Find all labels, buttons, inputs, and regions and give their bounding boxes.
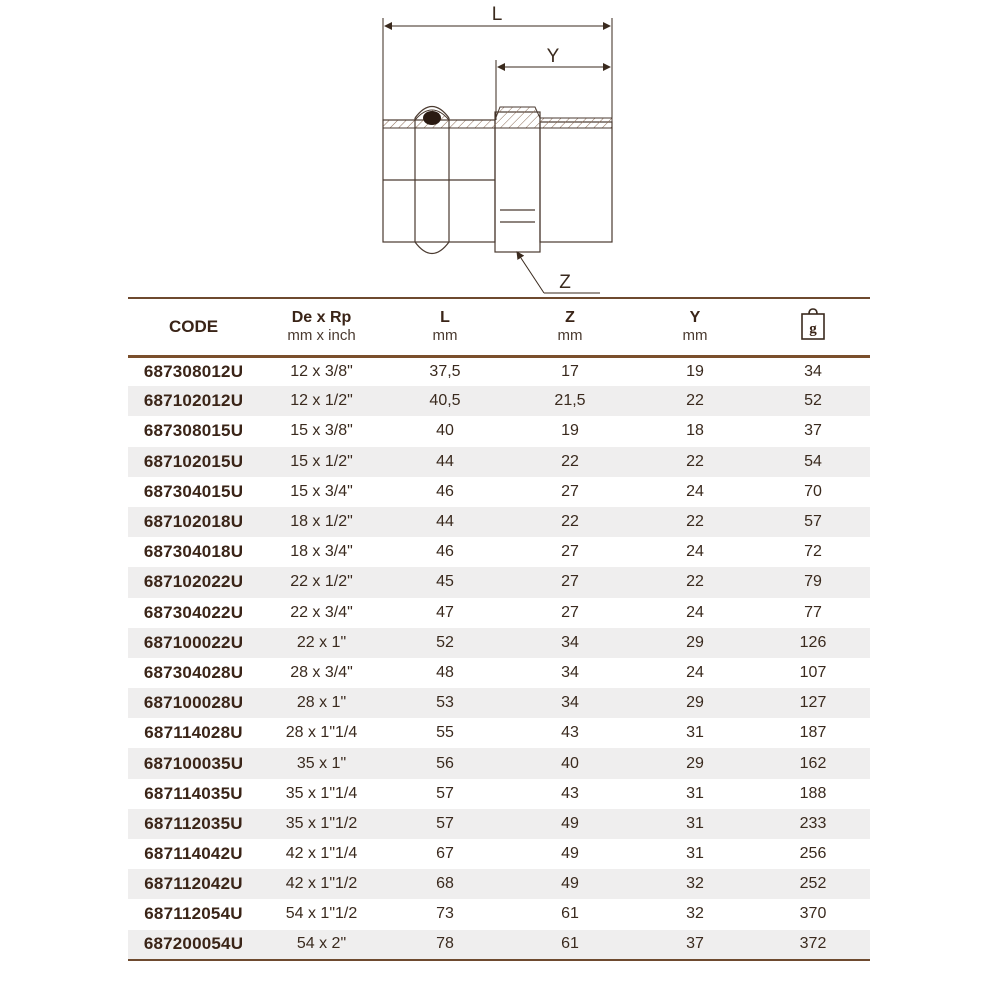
cell-size: 18 x 3/4" [290,543,353,561]
header-l-unit: mm [432,327,458,345]
cell-z: 61 [561,935,579,953]
cell-y: 24 [686,603,704,621]
cell-code: 687112042U [144,874,243,894]
cell-weight: 79 [804,573,822,591]
cell-l: 73 [436,905,454,923]
dimension-z-label: Z [559,272,571,293]
cell-weight: 72 [804,543,822,561]
cell-l: 52 [436,633,454,651]
cell-z: 21,5 [554,392,586,410]
weight-icon [799,307,827,341]
cell-code: 687100028U [143,693,244,713]
cell-size: 12 x 1/2" [290,392,353,410]
table-row [128,507,870,537]
header-z-title: Z [565,309,575,327]
cell-y: 24 [686,543,704,561]
cell-code: 687102015U [143,451,244,471]
cell-code: 687304022U [143,602,244,622]
cell-size: 15 x 3/8" [290,422,353,440]
cell-size: 54 x 1"1/2 [285,905,358,923]
cell-weight: 52 [804,392,822,410]
cell-l: 44 [436,452,454,470]
cell-y: 19 [686,362,704,380]
header-l-title: L [440,309,450,327]
cell-code: 687114042U [144,844,243,864]
cell-l: 47 [436,603,454,621]
cell-z: 27 [561,543,579,561]
cell-l: 40 [436,422,454,440]
cell-size: 22 x 3/4" [290,603,353,621]
header-weight [756,298,870,356]
table-row [128,869,870,899]
cell-weight: 57 [804,513,822,531]
header-y [634,298,756,356]
cell-weight: 370 [799,905,827,923]
header-size-title: De x Rp [291,309,352,327]
table-row [128,386,870,416]
cell-code: 687114035U [144,783,243,803]
table-row [128,567,870,597]
cell-y: 32 [686,905,704,923]
table-row [128,447,870,477]
cell-z: 61 [561,905,579,923]
cell-code: 687112035U [144,813,243,833]
header-code: CODE [168,316,219,336]
cell-size: 28 x 1"1/4 [285,724,358,742]
cell-weight: 188 [799,784,827,802]
specification-table [128,297,870,961]
cell-size: 15 x 1/2" [290,452,353,470]
cell-y: 22 [686,452,704,470]
cell-y: 18 [686,422,704,440]
cell-code: 687102022U [143,572,244,592]
table-row [128,779,870,809]
cell-code: 687102012U [143,391,244,411]
cell-y: 29 [686,754,704,772]
hatched-section [383,107,612,128]
table-row [128,356,870,386]
cell-code: 687308012U [143,361,244,381]
cell-weight: 187 [799,724,827,742]
cell-y: 22 [686,513,704,531]
cell-z: 27 [561,482,579,500]
cell-code: 687200054U [143,934,244,954]
cell-size: 18 x 1/2" [290,513,353,531]
cell-weight: 233 [799,814,827,832]
dimension-y-label: Y [546,46,560,67]
cell-z: 19 [561,422,579,440]
cell-z: 34 [561,633,579,651]
cell-code: 687304015U [143,481,244,501]
cell-l: 57 [436,784,454,802]
cell-l: 46 [436,482,454,500]
cell-weight: 54 [804,452,822,470]
cell-z: 27 [561,573,579,591]
cell-weight: 77 [804,603,822,621]
dimension-l [383,18,612,120]
cell-l: 67 [436,845,454,863]
cell-y: 31 [686,784,704,802]
cell-y: 22 [686,392,704,410]
cell-code: 687304018U [143,542,244,562]
cell-size: 35 x 1" [296,754,347,772]
header-size-unit: mm x inch [287,327,356,345]
cell-weight: 252 [799,875,827,893]
fitting-body [383,107,612,254]
table-row [128,628,870,658]
cell-y: 29 [686,633,704,651]
cell-z: 49 [561,814,579,832]
table-row [128,477,870,507]
header-y-unit: mm [682,327,708,345]
table-row [128,416,870,446]
cell-weight: 372 [799,935,827,953]
table-row [128,930,870,960]
cell-code: 687304028U [143,662,244,682]
dimension-l-label: L [491,4,503,25]
cell-weight: 37 [804,422,822,440]
table-row [128,718,870,748]
cell-l: 53 [436,694,454,712]
cell-weight: 107 [799,663,827,681]
table-row [128,809,870,839]
cell-y: 24 [686,482,704,500]
cell-size: 42 x 1"1/4 [285,845,358,863]
cell-z: 43 [561,724,579,742]
table-row [128,839,870,869]
table-row [128,748,870,778]
cell-size: 22 x 1" [296,633,347,651]
cell-size: 28 x 3/4" [290,663,353,681]
fitting-technical-drawing [0,0,1000,300]
cell-z: 27 [561,603,579,621]
cell-l: 37,5 [429,362,461,380]
cell-z: 22 [561,513,579,531]
cell-code: 687102018U [143,512,244,532]
table-body [128,356,870,960]
table-row [128,688,870,718]
cell-z: 34 [561,663,579,681]
cell-l: 56 [436,754,454,772]
cell-size: 22 x 1/2" [290,573,353,591]
cell-l: 55 [436,724,454,742]
table-row [128,598,870,628]
table-row [128,658,870,688]
cell-z: 34 [561,694,579,712]
cell-weight: 70 [804,482,822,500]
cell-l: 48 [436,663,454,681]
cell-y: 24 [686,663,704,681]
cell-size: 54 x 2" [296,935,347,953]
cell-l: 40,5 [429,392,461,410]
cell-y: 31 [686,845,704,863]
cell-weight: 126 [799,633,827,651]
cell-size: 42 x 1"1/2 [285,875,358,893]
header-y-title: Y [689,309,701,327]
cell-l: 78 [436,935,454,953]
cell-y: 32 [686,875,704,893]
cell-weight: 127 [799,694,827,712]
cell-size: 12 x 3/8" [290,362,353,380]
cell-z: 43 [561,784,579,802]
cell-z: 40 [561,754,579,772]
cell-weight: 34 [804,362,822,380]
cell-z: 49 [561,875,579,893]
cell-code: 687100035U [143,753,244,773]
cell-size: 35 x 1"1/4 [285,784,358,802]
cell-y: 31 [686,724,704,742]
cell-weight: 162 [799,754,827,772]
cell-code: 687100022U [143,632,244,652]
header-l [384,298,506,356]
table-header-row [128,298,870,356]
cell-l: 44 [436,513,454,531]
cell-weight: 256 [799,845,827,863]
cell-y: 37 [686,935,704,953]
cell-y: 31 [686,814,704,832]
cell-code: 687112054U [144,904,243,924]
header-size [259,298,384,356]
cell-size: 28 x 1" [296,694,347,712]
cell-y: 29 [686,694,704,712]
table-row [128,899,870,929]
weight-unit-label: g [809,321,817,338]
cell-code: 687114028U [144,723,243,743]
cell-l: 68 [436,875,454,893]
cell-size: 15 x 3/4" [290,482,353,500]
cell-l: 45 [436,573,454,591]
cell-z: 17 [561,362,579,380]
cell-l: 57 [436,814,454,832]
table-row [128,537,870,567]
cell-z: 22 [561,452,579,470]
o-ring [423,111,441,125]
cell-z: 49 [561,845,579,863]
cell-size: 35 x 1"1/2 [285,814,358,832]
cell-y: 22 [686,573,704,591]
cell-code: 687308015U [143,421,244,441]
cell-l: 46 [436,543,454,561]
header-z-unit: mm [557,327,583,345]
header-z [506,298,634,356]
